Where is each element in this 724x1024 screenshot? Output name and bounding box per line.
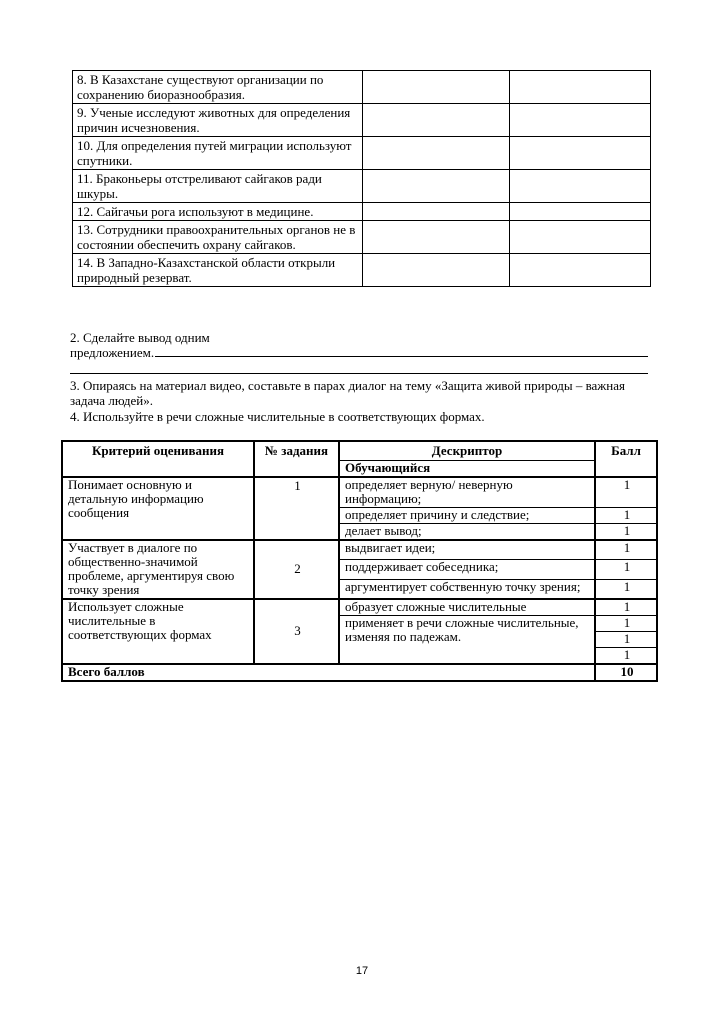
descriptor-cell: определяет причину и следствие; (339, 508, 595, 524)
header-criterion: Критерий оценивания (62, 441, 254, 477)
task-number-cell: 2 (254, 540, 339, 599)
table-row (62, 540, 657, 560)
answer-underline[interactable] (155, 345, 648, 357)
descriptor-cell: определяет верную/ неверную информацию; (339, 477, 595, 508)
score-cell: 1 (595, 477, 657, 508)
header-descriptor: Дескриптор (339, 441, 595, 461)
answer-cell[interactable] (363, 137, 510, 170)
table-row (73, 137, 651, 170)
task-number-cell: 3 (254, 599, 339, 664)
descriptor-cell: делает вывод; (339, 524, 595, 541)
answer-cell[interactable] (363, 71, 510, 104)
task-number-cell: 1 (254, 477, 339, 540)
descriptor-subheader: Обучающийся (339, 461, 595, 478)
score-cell: 1 (595, 632, 657, 648)
statement-cell: 11. Браконьеры отстреливают сайгаков ради шкуры. (73, 170, 363, 203)
table-row (73, 71, 651, 104)
statement-cell: 14. В Западно-Казахстанской области открыли природный резерват. (73, 254, 363, 287)
score-cell: 1 (595, 540, 657, 560)
page-number: 17 (355, 965, 369, 977)
table-row (62, 477, 657, 508)
total-row (62, 664, 657, 681)
table-row (62, 599, 657, 616)
header-task-number: № задания (254, 441, 339, 477)
table-row (73, 104, 651, 137)
answer-cell[interactable] (510, 104, 651, 137)
answer-cell[interactable] (363, 254, 510, 287)
score-cell: 1 (595, 616, 657, 632)
descriptor-cell: выдвигает идеи; (339, 540, 595, 560)
assessment-criteria-table (61, 440, 658, 682)
answer-underline[interactable] (70, 373, 648, 374)
table-header-row (62, 441, 657, 461)
criterion-cell: Участвует в диалоге по общественно-значимой проблеме, аргументируя свою точку зрения (62, 540, 254, 599)
statement-cell: 12. Сайгачьи рога используют в медицине. (73, 203, 363, 221)
answer-cell[interactable] (363, 170, 510, 203)
answer-cell[interactable] (363, 221, 510, 254)
task-2-text: 2. Сделайте вывод одним (70, 330, 210, 345)
answer-cell[interactable] (510, 203, 651, 221)
statement-cell: 13. Сотрудники правоохранительных органов не в состоянии обеспечить охрану сайгаков. (73, 221, 363, 254)
answer-cell[interactable] (510, 71, 651, 104)
criterion-cell: Понимает основную и детальную информацию сообщения (62, 477, 254, 540)
answer-cell[interactable] (363, 203, 510, 221)
statement-cell: 10. Для определения путей миграции используют спутники. (73, 137, 363, 170)
descriptor-cell: поддерживает собеседника; (339, 560, 595, 579)
descriptor-cell: применяет в речи сложные числительные, изменяя по падежам. (339, 616, 595, 665)
answer-cell[interactable] (510, 254, 651, 287)
answer-cell[interactable] (510, 137, 651, 170)
table-row (73, 203, 651, 221)
statements-table (72, 70, 651, 287)
answer-cell[interactable] (510, 221, 651, 254)
total-value: 10 (595, 664, 657, 681)
answer-cell[interactable] (363, 104, 510, 137)
score-cell: 1 (595, 648, 657, 665)
score-cell: 1 (595, 560, 657, 579)
statement-cell: 8. В Казахстане существуют организации по сохранению биоразнообразия. (73, 71, 363, 104)
statement-cell: 9. Ученые исследуют животных для определения причин исчезновения. (73, 104, 363, 137)
task-2-answer-line[interactable] (70, 345, 648, 360)
table-row (73, 170, 651, 203)
table-row (73, 221, 651, 254)
header-score: Балл (595, 441, 657, 477)
descriptor-cell: аргументирует собственную точку зрения; (339, 579, 595, 599)
answer-cell[interactable] (510, 170, 651, 203)
task-4-text: 4. Используйте в речи сложные числительные в соответствующих формах. (70, 409, 485, 424)
score-cell: 1 (595, 508, 657, 524)
criterion-cell: Использует сложные числительные в соответствующих формах (62, 599, 254, 664)
total-label: Всего баллов (62, 664, 595, 681)
score-cell: 1 (595, 524, 657, 541)
score-cell: 1 (595, 579, 657, 599)
descriptor-cell: образует сложные числительные (339, 599, 595, 616)
score-cell: 1 (595, 599, 657, 616)
table-row (73, 254, 651, 287)
task-2-text-continued: предложением. (70, 345, 155, 360)
task-3-text: 3. Опираясь на материал видео, составьте в парах диалог на тему «Защита живой природы – важная задача людей». (70, 378, 625, 408)
